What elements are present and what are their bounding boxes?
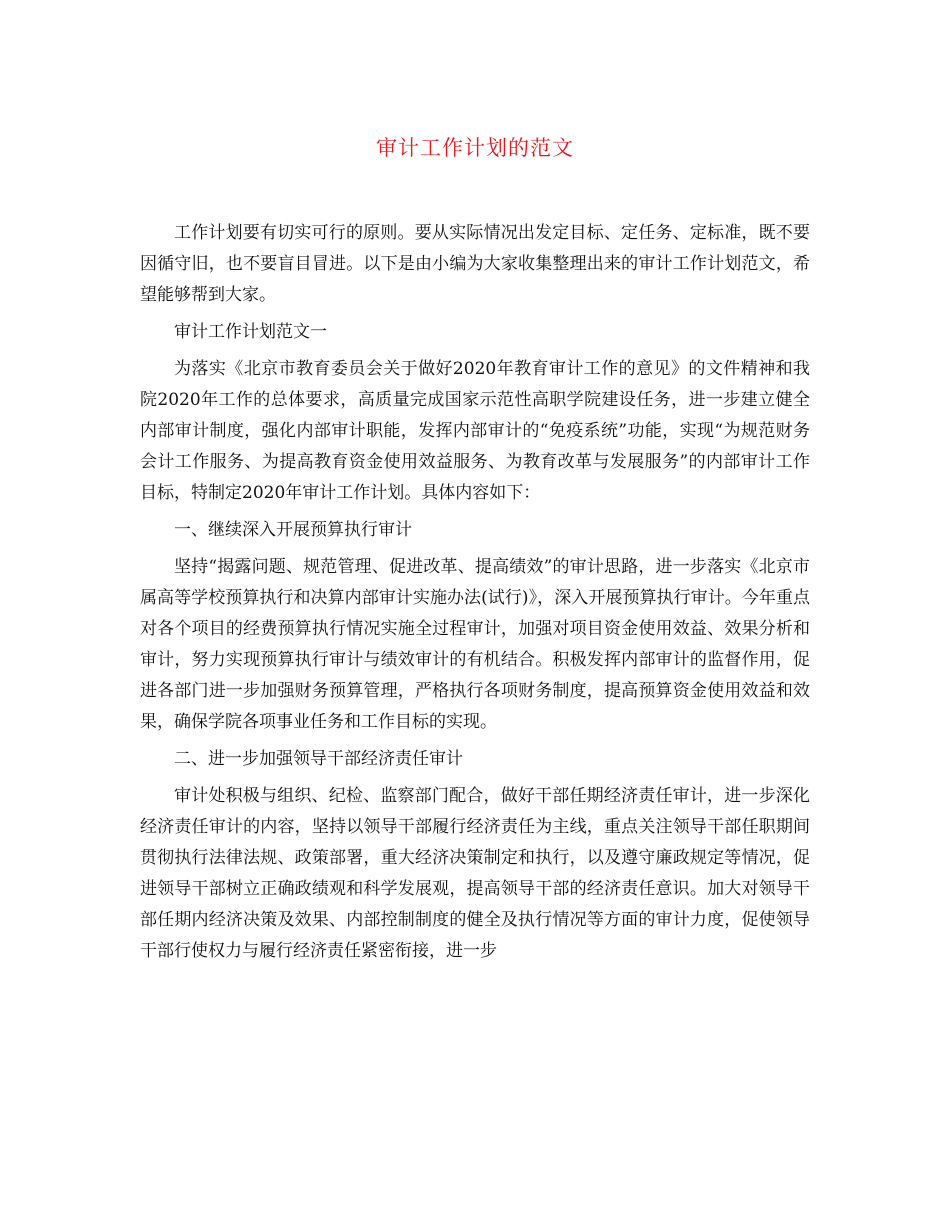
section-heading-sample-one: 审计工作计划范文一: [174, 322, 327, 342]
document-title: 审计工作计划的范文: [376, 136, 574, 160]
body-paragraph: 坚持“揭露问题、规范管理、促进改革、提高绩效”的审计思路，进一步落实《北京市属高等学校预算执行和决算内部审计实施办法(试行)》，深入开展预算执行审计。今年重点对各个项目的经费预算执行情况实施全过程审计，加强对项目资金使用效益、效果分析和审计，努力实现预算执行审计与绩效审计的有机结合。积极发挥内部审计的监督作用，促进各部门进一步加强财务预算管理，严格执行各项财务制度，提高预算资金使用效益和效果，确保学院各项事业任务和工作目标的实现。: [140, 557, 810, 732]
intro-paragraph: 工作计划要有切实可行的原则。要从实际情况出发定目标、定任务、定标准，既不要因循守旧，也不要盲目冒进。以下是由小编为大家收集整理出来的审计工作计划范文，希望能够帮到大家。: [140, 223, 810, 305]
section-heading-budget-audit: 一、继续深入开展预算执行审计: [174, 520, 412, 540]
document-body: [140, 218, 810, 967]
body-paragraph: 为落实《北京市教育委员会关于做好2020年教育审计工作的意见》的文件精神和我院2020年工作的总体要求，高质量完成国家示范性高职学院建设任务，进一步建立健全内部审计制度，强化内部审计职能，发挥内部审计的“免疫系统”功能，实现“为规范财务会计工作服务、为提高教育资金使用效益服务、为教育改革与发展服务”的内部审计工作目标，特制定2020年审计工作计划。具体内容如下：: [140, 359, 810, 503]
body-paragraph: 审计处积极与组织、纪检、监察部门配合，做好干部任期经济责任审计，进一步深化经济责任审计的内容，坚持以领导干部履行经济责任为主线，重点关注领导干部任职期间贯彻执行法律法规、政策部署，重大经济决策制定和执行，以及遵守廉政规定等情况，促进领导干部树立正确政绩观和科学发展观，提高领导干部的经济责任意识。加大对领导干部任期内经济决策及效果、内部控制制度的健全及执行情况等方面的审计力度，促使领导干部行使权力与履行经济责任紧密衔接，进一步: [140, 786, 810, 961]
section-heading-economic-responsibility: 二、进一步加强领导干部经济责任审计: [174, 749, 463, 769]
